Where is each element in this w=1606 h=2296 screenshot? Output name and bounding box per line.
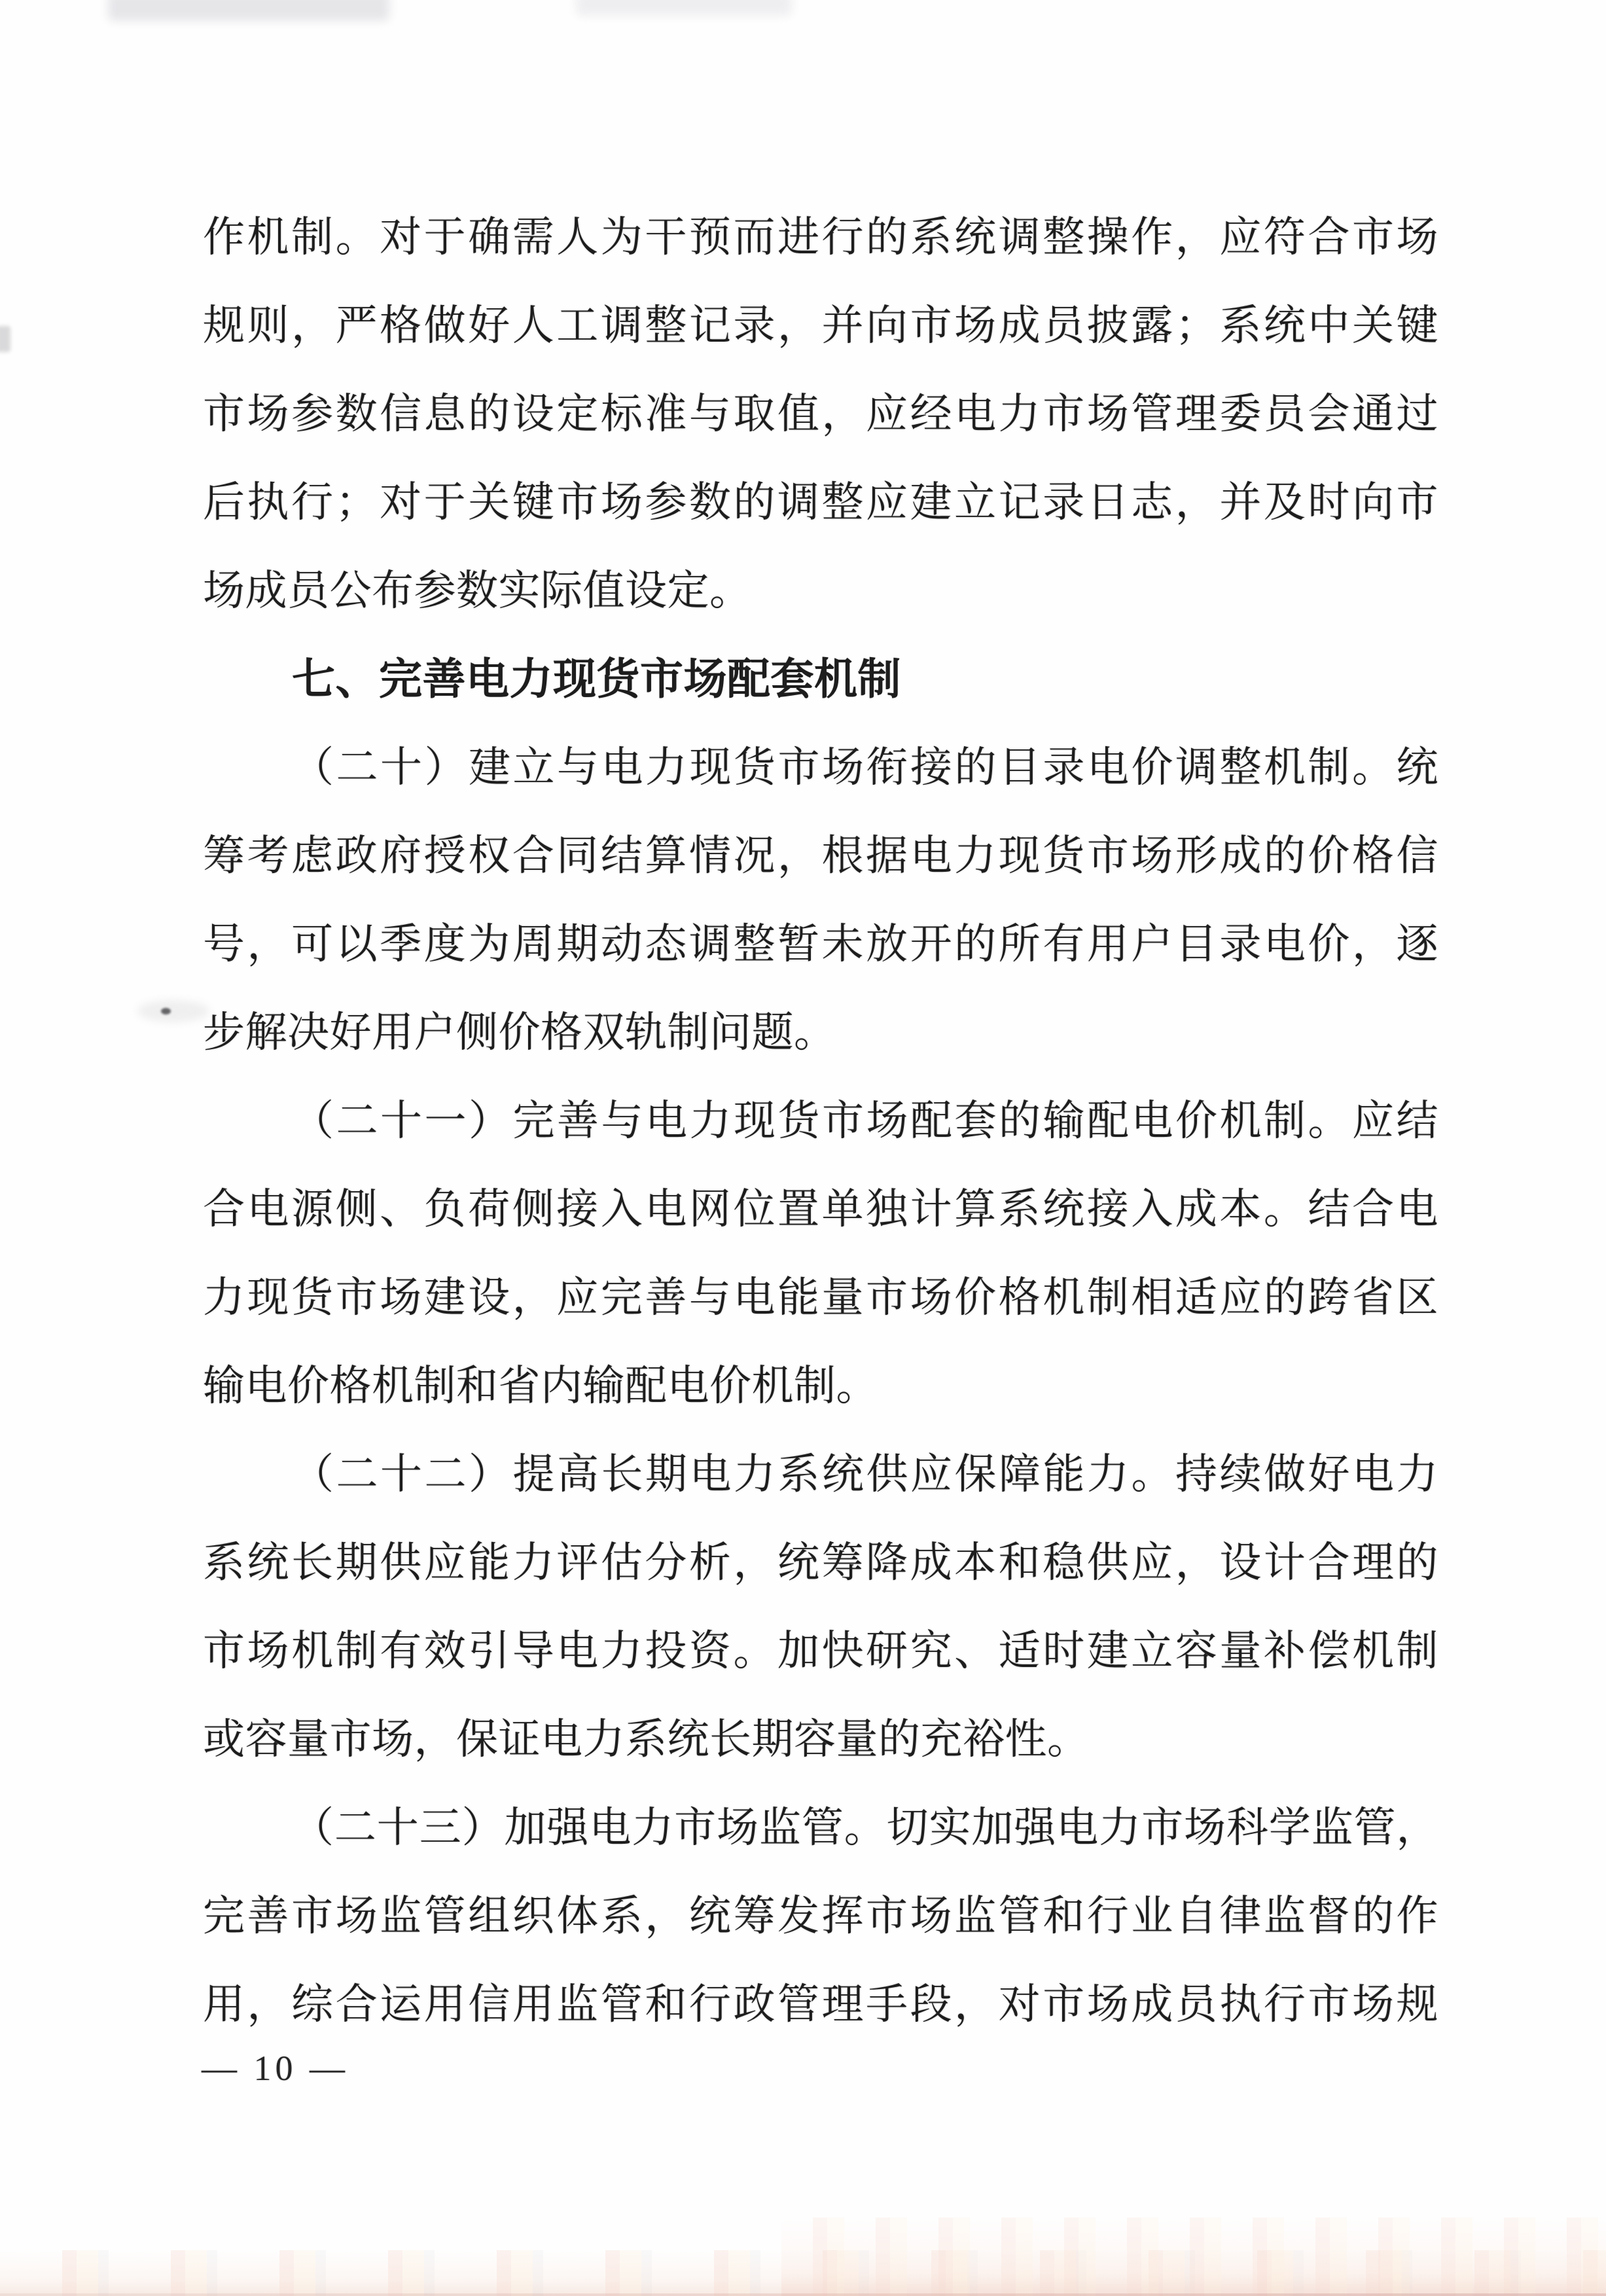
scan-bottom-edge (0, 2293, 1606, 2296)
scan-bottom-streaks-right (781, 2217, 1606, 2296)
scan-ink-dot (161, 1008, 171, 1014)
text-line: （二十三）加强电力市场监管。切实加强电力市场科学监管， (292, 1804, 1438, 1851)
text-line: 用，综合运用信用监管和行政管理手段，对市场成员执行市场规 (203, 1981, 1438, 2028)
text-line: 号，可以季度为周期动态调整暂未放开的所有用户目录电价，逐 (203, 921, 1438, 967)
text-line: 或容量市场，保证电力系统长期容量的充裕性。 (203, 1716, 1090, 1763)
text-line: 系统长期供应能力评估分析，统筹降成本和稳供应，设计合理的 (203, 1539, 1438, 1586)
text-line: 场成员公布参数实际值设定。 (203, 567, 752, 614)
text-line: 筹考虑政府授权合同结算情况，根据电力现货市场形成的价格信 (203, 833, 1438, 879)
text-line: 合电源侧、负荷侧接入电网位置单独计算系统接入成本。结合电 (203, 1186, 1438, 1232)
text-line: （二十二）提高长期电力系统供应保障能力。持续做好电力 (292, 1451, 1438, 1498)
scan-smudge-top-left (108, 0, 389, 21)
text-line: 步解决好用户侧价格双轨制问题。 (203, 1009, 836, 1056)
text-line: 输电价格机制和省内输配电价机制。 (203, 1363, 878, 1409)
scan-smudge-top-center (576, 0, 792, 16)
text-line: 完善市场监管组织体系，统筹发挥市场监管和行业自律监督的作 (203, 1893, 1438, 1939)
page-number: — 10 — (202, 2049, 349, 2088)
scan-dot-halo (137, 1000, 209, 1022)
text-line: 力现货市场建设，应完善与电能量市场价格机制相适应的跨省区 (203, 1274, 1438, 1321)
text-line: 市场机制有效引导电力投资。加快研究、适时建立容量补偿机制 (203, 1628, 1438, 1674)
text-line: （二十一）完善与电力现货市场配套的输配电价机制。应结 (292, 1098, 1438, 1144)
text-line: 市场参数信息的设定标准与取值，应经电力市场管理委员会通过 (203, 391, 1438, 437)
section-heading: 七、完善电力现货市场配套机制 (292, 655, 901, 703)
document-lines (203, 193, 1438, 2049)
scan-edge-mark (0, 326, 10, 352)
text-line: 规则，严格做好人工调整记录，并向市场成员披露；系统中关键 (203, 302, 1438, 349)
text-line: （二十）建立与电力现货市场衔接的目录电价调整机制。统 (292, 744, 1438, 791)
text-line: 作机制。对于确需人为干预而进行的系统调整操作，应符合市场 (203, 214, 1438, 260)
text-line: 后执行；对于关键市场参数的调整应建立记录日志，并及时向市 (203, 479, 1438, 526)
